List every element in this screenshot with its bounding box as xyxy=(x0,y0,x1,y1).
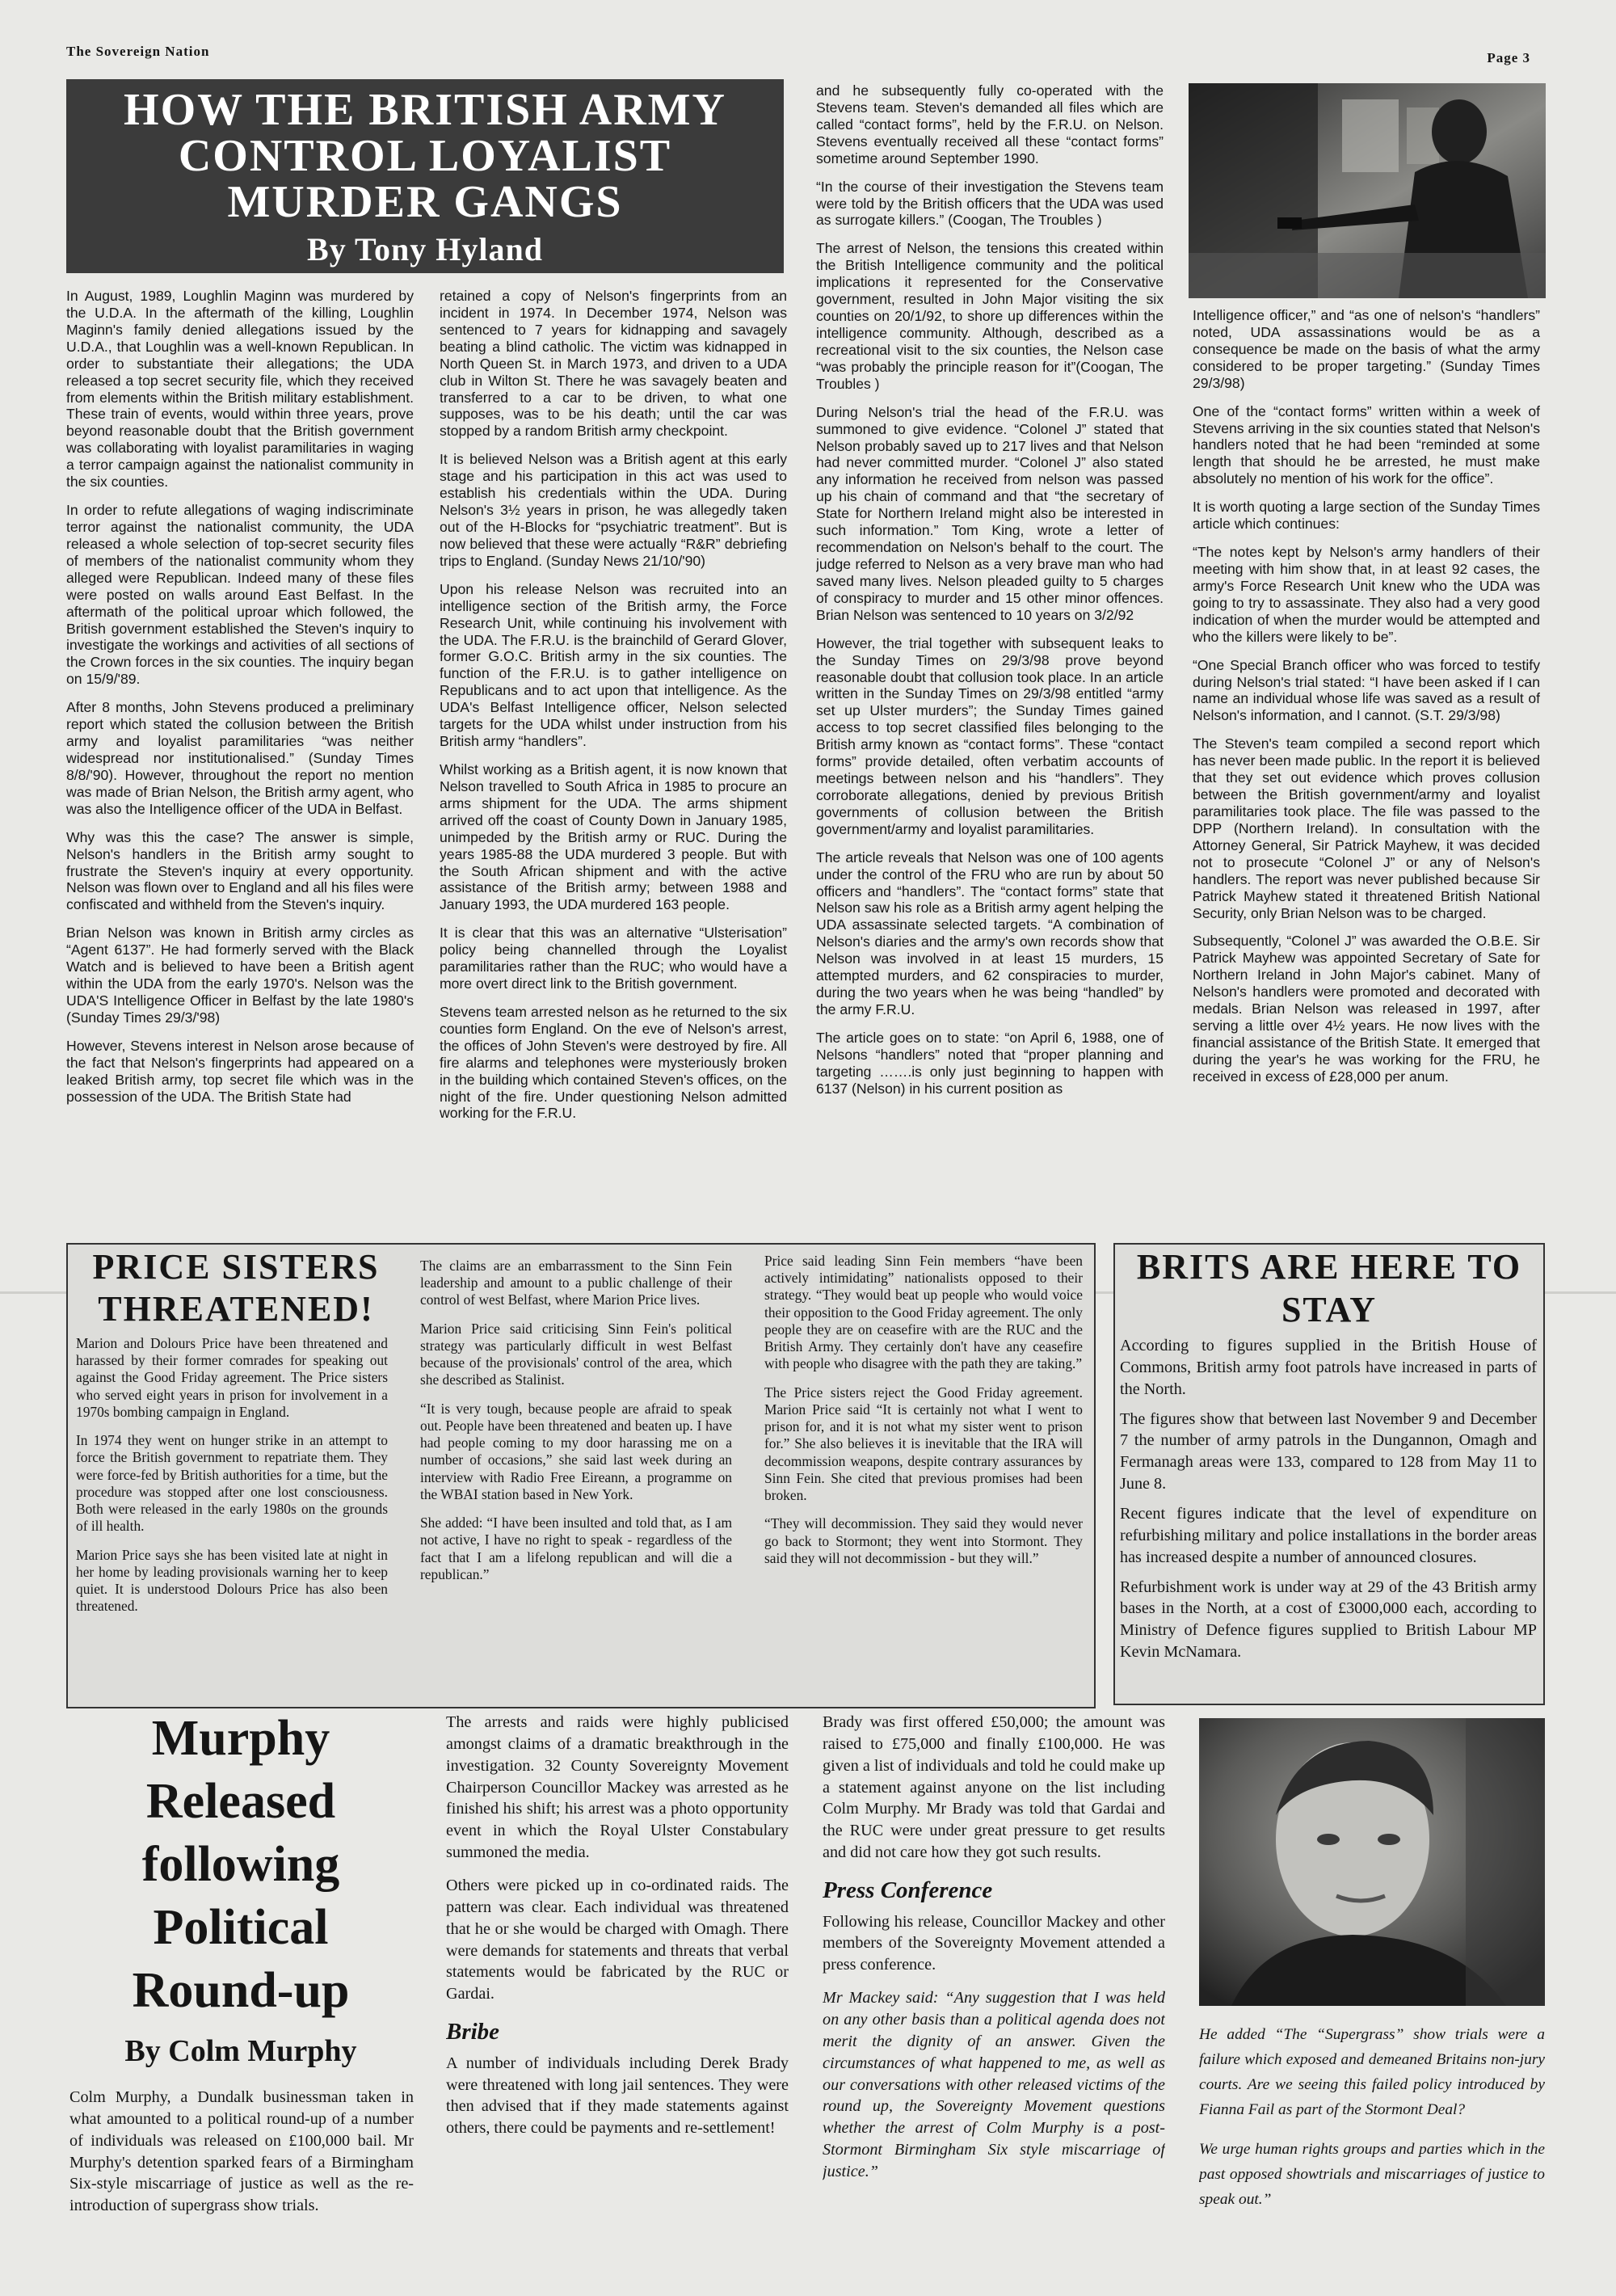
paragraph: A number of individuals including Derek Brady were threatened with long jail sentences. They were then advised that if they made statements against others, there could be payments and re-settlement! xyxy=(446,2054,789,2138)
paragraph: and he subsequently fully co-operated with the Stevens team. Steven's demanded all files which are called “contact forms”, held by the F.R.U. on Nelson. Stevens eventually received all these “contact forms” sometime around September 1990. xyxy=(816,82,1164,166)
murphy-column-4 xyxy=(1199,2022,1545,2289)
paragraph: Marion Price said criticising Sinn Fein's political strategy was particularly difficult in west Belfast because of the provisionals' control of the area, which she described as Stalinist. xyxy=(420,1320,732,1388)
paragraph: Marion Price says she has been visited late at night in her home by leading provisionals warning her to keep quiet. It is understood Dolours Price has also been threatened. xyxy=(76,1546,388,1615)
murphy-byline: By Colm Murphy xyxy=(124,2034,357,2068)
paragraph: Price said leading Sinn Fein members “have been actively intimidating” nationalists opposed to their strategy. “They would beat up people who would voice their opposition to the Good Friday agreement. The only people they are on ceasefire with are the RUC and the British Army. They certainly don't have any ceasefire with people who disagree with the path they are taking.” xyxy=(764,1253,1083,1372)
price-headline: PRICE SISTERS THREATENED! xyxy=(92,1247,380,1329)
paragraph: According to figures supplied in the British House of Commons, British army foot patrols have increased in parts of the North. xyxy=(1120,1337,1537,1398)
paragraph: However, the trial together with subsequent leaks to the Sunday Times on 29/3/98 prove beyond reasonable doubt that collusion took place. In an article written in the Sunday Times on 29/3/98 entitled “army set up Ulster murders”; the Sunday Times gained access to top secret classified files belonging to the British army known as “contact forms”. These “contact forms” provide detailed, often verbatim accounts of meetings between nelson and his “handlers”. They corroborate allegations, denied by previous British governments of collusion between the British government/army and loyalist paramilitaries. xyxy=(816,634,1164,837)
paragraph: It is believed Nelson was a British agent at this early stage and his participation in this act was used to establish his credentials within the UDA. During Nelson's 3½ years in prison, he was allegedly taken out of the H-Blocks for “psychiatric treatment”. But is now believed that these were actually “R&R” debriefing trips to England. (Sunday News 21/10/'90) xyxy=(440,451,787,569)
paragraph: Brady was first offered £50,000; the amount was raised to £75,000 and finally £100,000. He was given a list of individuals and told he could make up a statement against anyone on the list including Colm Murphy. Mr Brady was told that Gardai and the RUC were under great pressure to get results and did not care how they got such results. xyxy=(823,1713,1165,1862)
paragraph: Brian Nelson was known in British army circles as “Agent 6137”. He had formerly served with the Black Watch and is believed to have been a British agent within the UDA from the early 1970's. Nelson was the UDA'S Intelligence Officer in Belfast by the late 1980's (Sunday Times 29/3/'98) xyxy=(66,925,414,1026)
paragraph: The Price sisters reject the Good Friday agreement. Marion Price said “It is certainly not what I went to prison for, and it is not what my sister went to prison for.” She also believes it is inevitable that the IRA will decommission weapons, despite contrary assurances by Sinn Fein. She cited that previous promises had been broken. xyxy=(764,1384,1083,1504)
bribe-heading: Bribe xyxy=(446,2019,500,2045)
press-conference-heading: Press Conference xyxy=(823,1877,993,1904)
paragraph: Others were picked up in co-ordinated raids. The pattern was clear. Each individual was threatened that he or she would be charged with Omagh. There were demands for statements and threats that verbal statements would be fabricated by the RUC or Gardai. xyxy=(446,1877,789,2003)
paragraph: Recent figures indicate that the level of expenditure on refurbishing military and police installations in the border areas has increased despite a number of announced closures. xyxy=(1120,1505,1537,1566)
lead-headline: HOW THE BRITISH ARMY CONTROL LOYALIST MURDER GANGS xyxy=(124,85,726,228)
paragraph: In 1974 they went on hunger strike in an attempt to force the British government to repatriate them. They were force-fed by British authorities for a time, but the procedure was stopped after one lost consciousness. Both were released in the early 1980s on the grounds of ill health. xyxy=(76,1432,388,1535)
paragraph: It is clear that this was an alternative “Ulsterisation” policy being channelled through the Loyalist paramilitaries rather than the RUC; who would have a more overt direct link to the British government. xyxy=(440,925,787,992)
photo-gunman-icon xyxy=(1189,83,1546,298)
murphy-column-3 xyxy=(823,1712,1165,2285)
paragraph: It is worth quoting a large section of the Sunday Times article which continues: xyxy=(1193,499,1540,533)
press-quote: Mr Mackey said: “Any suggestion that I was held on any other basis than a political agenda does not merit the dignity of an answer. Given the circumstances of what happened to me, as well as our conversations with other released victims of the round up, the Sovereignty Movement questions whether the arrest of Colm Murphy is a post-Stormont Birmingham Six style miscarriage of justice.” xyxy=(823,1989,1165,2181)
publication-name: The Sovereign Nation xyxy=(66,44,210,59)
lead-byline: By Tony Hyland xyxy=(307,231,543,268)
page-number: Page 3 xyxy=(1487,50,1530,65)
paragraph: The article goes on to state: “on April 6, 1988, one of Nelsons “handlers” noted that “proper planning and targeting …….is only just beginning to happen with 6137 (Nelson) in his current position as xyxy=(816,1029,1164,1097)
paragraph: “One Special Branch officer who was forced to testify during Nelson's trial stated: “I have been asked if I can name an individual whose life was saved as a result of Nelson's information, and I cannot. (S.T. 29/3/98) xyxy=(1193,656,1540,724)
price-column-1 xyxy=(76,1335,388,1699)
lead-column-1 xyxy=(66,288,414,1238)
lead-headline-box xyxy=(66,79,784,273)
brits-body xyxy=(1120,1335,1537,1700)
lead-column-3 xyxy=(816,82,1164,1238)
paragraph: Upon his release Nelson was recruited into an intelligence section of the British army, the Force Research Unit, while continuing his involvement with the UDA. The F.R.U. is the brainchild of Gerard Glover, former G.O.C. British army in the six counties. The function of the F.R.U. is to gather intelligence on Republicans and to act upon that intelligence. As the UDA's Belfast Intelligence officer, Nelson selected targets for the UDA whilst under instruction from his British army “handlers”. xyxy=(440,580,787,750)
paragraph: The Steven's team compiled a second report which has never been made public. In the report it is believed that they set out evidence which proves collusion between the British government/army and loyalist paramilitaries took place. The file was passed to the DPP (Northern Ireland). In consultation with the Attorney General, Sir Patrick Mayhew, it was decided not to prosecute “Colonel J” or any of Nelson's handlers. The report was never published because Sir Patrick Mayhew stated it threatened British National Security, only Brian Nelson was to be charged. xyxy=(1193,735,1540,921)
paragraph: “The notes kept by Nelson's army handlers of their meeting with him show that, in at least 92 cases, the army's Force Research Unit knew who the UDA was going to try to assassinate. They also had a very good indication of when the murder would be attempted and who the killers were likely to be”. xyxy=(1193,544,1540,645)
paragraph: “They will decommission. They said they would never go back to Stormont; they went into Stormont. They said they will not decommission - but they will.” xyxy=(764,1515,1083,1566)
paragraph: Intelligence officer,” and “as one of nelson's “handlers” noted, UDA assassinations would be as a consequence be made on the basis of what the army considered to be proper targeting.” (Sunday Times 29/3/98) xyxy=(1193,307,1540,391)
paragraph: Following his release, Councillor Mackey and other members of the Sovereignty Movement attended a press conference. xyxy=(823,1912,1165,1974)
paragraph: The arrest of Nelson, the tensions this created within the British Intelligence community and the political implications it represented for the Conservative government, resulted in John Major visiting the six counties on 20/1/92, to shore up differences within the intelligence community. Although, described as a recreational visit to the six counties, the Nelson case “was probably the principle reason for it”(Coogan, The Troubles ) xyxy=(816,240,1164,392)
murphy-column-2 xyxy=(446,1712,789,2285)
paragraph: Subsequently, “Colonel J” was awarded the O.B.E. Sir Patrick Mayhew was appointed Secretary of Sate for Northern Ireland in John Major's cabinet. Many of Nelson's handlers were promoted and decorated with medals. Brian Nelson was released in 1997, after serving a little over 4½ years. He now lives with the financial assistance of the British State. It emerged that during the year's he was working for the FRU, he received in excess of £28,000 per anum. xyxy=(1193,933,1540,1085)
lead-column-4 xyxy=(1193,307,1540,1238)
paragraph: He added “The “Supergrass” show trials were a failure which exposed and demeaned Britains non-jury courts. Are we seeing this failed policy introduced by Fianna Fail as part of the Stormont Deal? xyxy=(1199,2026,1545,2119)
murphy-column-1 xyxy=(69,2087,414,2281)
paragraph: Whilst working as a British agent, it is now known that Nelson travelled to South Africa in 1985 to procure an arms shipment for the UDA. The arms shipment arrived off the coast of County Down in January 1985, unimpeded by the British army or RUC. During the years 1985-88 the UDA murdered 3 people. But with the South African shipment and with the active assistance of the British army; between 1988 and January 1993, the UDA murdered 163 people. xyxy=(440,760,787,913)
paragraph: In August, 1989, Loughlin Maginn was murdered by the U.D.A. In the aftermath of the killing, Loughlin Maginn's family denied allegations issued by the U.D.A., that Loughlin was a well-known Republican. In order to substantiate their allegations; the UDA released a top secret security file, which they received from elements within the British military establishment. These train of events, would within three years, prove beyond reasonable doubt that the British government was collaborating with loyalist paramilitaries in waging a terror campaign against the nationalist community in the six counties. xyxy=(66,288,414,491)
paragraph: One of the “contact forms” written within a week of Stevens arriving in the six counties stated that Nelson's handlers noted that he had been “reminded at some length that should he be arrested, he must make absolutely no mention of his work for the office”. xyxy=(1193,402,1540,487)
murphy-headline: Murphy Released following Political Round-up xyxy=(132,1711,350,2019)
lead-column-2 xyxy=(440,288,787,1238)
lead-photo xyxy=(1189,83,1546,298)
paragraph: After 8 months, John Stevens produced a preliminary report which stated the collusion between the British army and loyalist paramilitaries “was neither widespread nor institutionalised.” (Sunday Times 8/8/'90). However, throughout the report no mention was made of Brian Nelson, the British army agent, who was also the Intelligence officer of the UDA in Belfast. xyxy=(66,699,414,817)
photo-man-portrait-icon xyxy=(1199,1718,1545,2006)
paragraph: In order to refute allegations of waging indiscriminate terror against the nationalist community, the UDA released a whole selection of top-secret security files of members of the nationalist community whom they alleged were Republican. Indeed many of these files were posted on walls around East Belfast. In the aftermath of the political uproar which followed, the British government established the Steven's inquiry to investigate the workings and activities of all sections of the Crown forces in the six counties. The inquiry began on 15/9/'89. xyxy=(66,502,414,688)
paragraph: Colm Murphy, a Dundalk businessman taken in what amounted to a political round-up of a number of individuals was released on £100,000 bail. Mr Murphy's detention sparked fears of a Birmingham Six-style miscarriage of justice as well as the re-introduction of supergrass show trials. xyxy=(69,2088,414,2215)
murphy-photo xyxy=(1199,1718,1545,2006)
paragraph: Marion and Dolours Price have been threatened and harassed by their former comrades for speaking out against the Good Friday agreement. The Price sisters who served eight years in prison for involvement in a 1970s bombing campaign in England. xyxy=(76,1335,388,1420)
brits-headline: BRITS ARE HERE TO STAY xyxy=(1136,1247,1522,1329)
price-column-3 xyxy=(764,1253,1083,1700)
paragraph: “In the course of their investigation the Stevens team were told by the British officers that the UDA was used as surrogate killers.” (Coogan, The Troubles ) xyxy=(816,178,1164,229)
price-column-2 xyxy=(420,1258,732,1700)
paragraph: Why was this the case? The answer is simple, Nelson's handlers in the British army sought to frustrate the Steven's inquiry at every opportunity. Nelson was flown over to England and all his files were confiscated and withheld from the Steven's inquiry. xyxy=(66,828,414,913)
paragraph: The article reveals that Nelson was one of 100 agents under the control of the FRU who are run by about 50 officers and “handlers”. The “contact forms” state that Nelson saw his role as a British army agent helping the UDA assassinate selected targets. “A combination of Nelson's diaries and the army's own records show that Nelson was involved in at least 15 murders, 15 attempted murders, and 62 conspiracies to murder, during the two years when he was being “handled” by the army F.R.U. xyxy=(816,849,1164,1018)
paragraph: Refurbishment work is under way at 29 of the 43 British army bases in the North, at a cost of £3000,000 each, according to Ministry of Defence figures supplied to British Labour MP Kevin McNamara. xyxy=(1120,1578,1537,1662)
paragraph: The figures show that between last November 9 and December 7 the number of army patrols in the Dungannon, Omagh and Fermanagh areas were 133, compared to 128 from May 11 to June 8. xyxy=(1120,1409,1537,1493)
paragraph: “It is very tough, because people are afraid to speak out. People have been threatened and beaten up. I have had people coming to my door harassing me on a number of occasions,” she said last week during an interview with Radio Free Eireann, a programme on the WBAI station based in New York. xyxy=(420,1400,732,1502)
paragraph: We urge human rights groups and parties which in the past opposed showtrials and miscarriages of justice to speak out.” xyxy=(1199,2141,1545,2209)
paragraph: The claims are an embarrassment to the Sinn Fein leadership and amount to a public challenge of their control of west Belfast, where Marion Price lives. xyxy=(420,1258,732,1308)
paragraph: Stevens team arrested nelson as he returned to the six counties form England. On the eve of Nelson's arrest, the offices of John Steven's were destroyed by fire. All fire alarms and telephones were mysteriously broken in the building which contained Steven's offices, on the night of the fire. Under questioning Nelson admitted working for the F.R.U. xyxy=(440,1003,787,1122)
paragraph: retained a copy of Nelson's fingerprints from an incident in 1974. In December 1974, Nelson was sentenced to 7 years for kidnapping and savagely beating a blind catholic. The victim was kidnapped in North Queen St. in March 1973, and driven to a UDA club in Wilton St. There he was savagely beaten and transferred to a car to be driven, to what one supposes, was to be his death; until the car was stopped by a random British army checkpoint. xyxy=(440,288,787,440)
paragraph: During Nelson's trial the head of the F.R.U. was summoned to give evidence. “Colonel J” stated that Nelson probably saved up to 217 lives and that Nelson had never committed murder. “Colonel J” also stated any information he received from nelson was passed up his chain of command and that “the secretary of State for Northern Ireland might also be interested in such information.” Tom King, wrote a letter of recommendation on Nelson's behalf to the court. The judge referred to Nelson as a very brave man who had saved many lives. Nelson pleaded guilty to 5 charges of conspiracy to murder and 15 other minor offences. Brian Nelson was sentenced to 10 years on 3/2/92 xyxy=(816,403,1164,623)
paragraph: The arrests and raids were highly publicised amongst claims of a dramatic breakthrough in the investigation. 32 County Sovereignty Movement Chairperson Councillor Mackey was arrested as he finished his shift; his arrest was a photo opportunity event in which the Royal Ulster Constabulary summoned the media. xyxy=(446,1713,789,1862)
paragraph: She added: “I have been insulted and told that, as I am not active, I have no right to speak - regardless of the fact that I am a lifelong republican and will die a republican.” xyxy=(420,1515,732,1582)
paragraph: However, Stevens interest in Nelson arose because of the fact that Nelson's fingerprints had appeared on a leaked British army, top secret file which was in the possession of the UDA. The British State had xyxy=(66,1037,414,1105)
